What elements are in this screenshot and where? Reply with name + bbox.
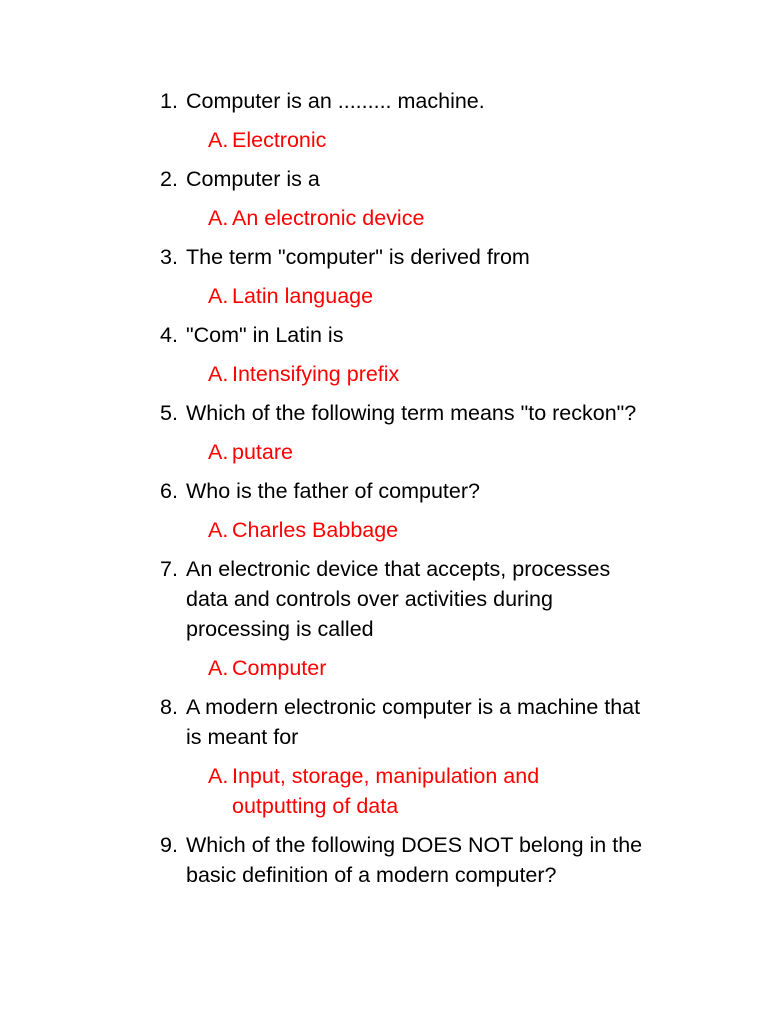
answer-letter: A.: [208, 656, 229, 680]
answer-letter: A.: [208, 284, 229, 308]
question: [0, 164, 656, 194]
answer-text: Computer: [232, 656, 327, 680]
question-item-2: [0, 164, 768, 233]
question-item-8: [0, 692, 768, 821]
question-number: 2.: [160, 167, 178, 191]
question-item-9: [0, 830, 768, 890]
question-text: "Com" in Latin is: [186, 323, 344, 347]
answer: [0, 515, 612, 545]
question-text: A modern electronic computer is a machine that is meant for: [186, 695, 641, 749]
answer-text: An electronic device: [232, 206, 425, 230]
question: [0, 86, 656, 116]
question-number: 8.: [160, 695, 178, 719]
question: [0, 692, 656, 752]
answer-letter: A.: [208, 128, 229, 152]
question-text: An electronic device that accepts, processes data and controls over activities during processing is called: [186, 557, 611, 641]
answer: [0, 761, 612, 821]
answer-text: Latin language: [232, 284, 374, 308]
answer-text: Electronic: [232, 128, 327, 152]
answer-text: Charles Babbage: [232, 518, 399, 542]
question-item-5: [0, 398, 768, 467]
question-number: 7.: [160, 557, 178, 581]
question-text: Which of the following DOES NOT belong in the basic definition of a modern computer?: [186, 833, 643, 887]
answer-letter: A.: [208, 764, 229, 788]
question-number: 5.: [160, 401, 178, 425]
question: [0, 476, 656, 506]
question: [0, 830, 656, 890]
question-text: Which of the following term means "to reckon"?: [186, 401, 637, 425]
answer-letter: A.: [208, 362, 229, 386]
question-text: Computer is a: [186, 167, 320, 191]
question-item-1: [0, 86, 768, 155]
question-item-3: [0, 242, 768, 311]
question: [0, 554, 656, 644]
answer-letter: A.: [208, 440, 229, 464]
question-number: 1.: [160, 89, 178, 113]
question: [0, 398, 656, 428]
question-text: The term "computer" is derived from: [186, 245, 530, 269]
question-number: 6.: [160, 479, 178, 503]
question-list: [0, 86, 768, 899]
answer: [0, 125, 612, 155]
answer: [0, 281, 612, 311]
answer: [0, 653, 612, 683]
question-number: 9.: [160, 833, 178, 857]
answer-letter: A.: [208, 518, 229, 542]
question-item-7: [0, 554, 768, 683]
question-number: 4.: [160, 323, 178, 347]
question-text: Who is the father of computer?: [186, 479, 480, 503]
question: [0, 242, 656, 272]
answer-text: putare: [232, 440, 293, 464]
answer-text: Intensifying prefix: [232, 362, 400, 386]
answer: [0, 359, 612, 389]
question-text: Computer is an ......... machine.: [186, 89, 485, 113]
question-item-4: [0, 320, 768, 389]
question-number: 3.: [160, 245, 178, 269]
answer: [0, 203, 612, 233]
question: [0, 320, 656, 350]
answer-text: Input, storage, manipulation and outputting of data: [232, 764, 540, 818]
answer: [0, 437, 612, 467]
answer-letter: A.: [208, 206, 229, 230]
question-item-6: [0, 476, 768, 545]
